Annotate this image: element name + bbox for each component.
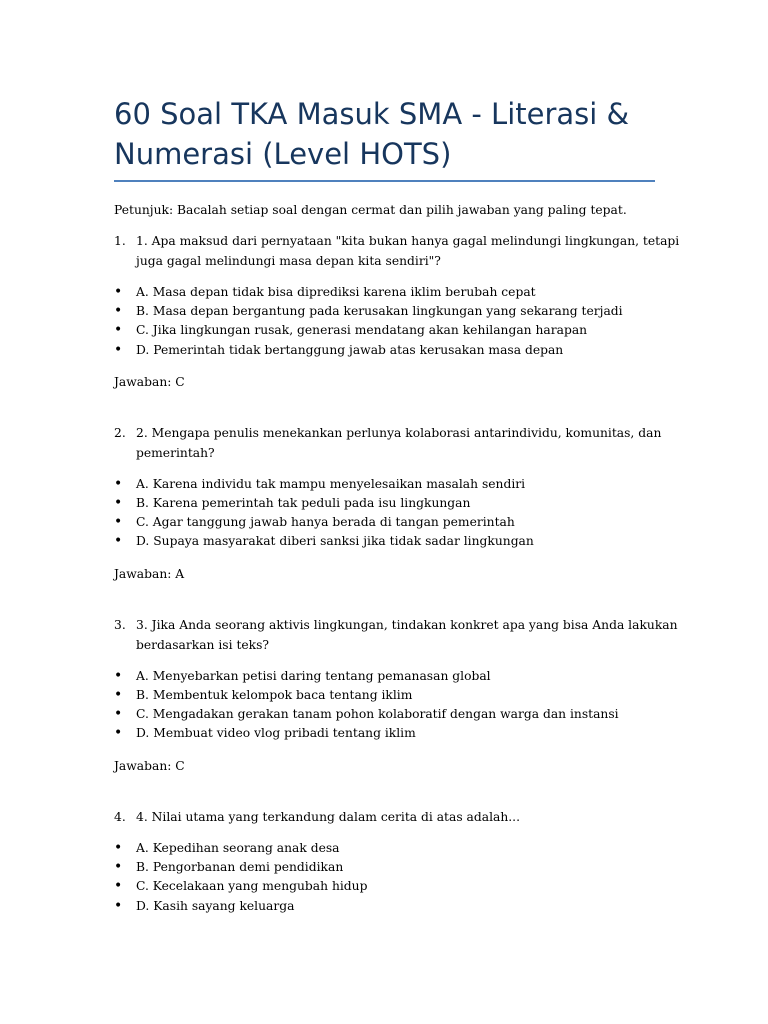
title-underline bbox=[114, 180, 655, 182]
answer-option-label: A. Karena individu tak mampu menyelesaikan masalah sendiri bbox=[136, 477, 526, 491]
answer-option-label: A. Masa depan tidak bisa diprediksi karena iklim berubah cepat bbox=[136, 285, 536, 299]
bullet-dot-icon: • bbox=[114, 706, 123, 722]
bullet-dot-icon: • bbox=[114, 284, 123, 300]
answer-option-label: D. Supaya masyarakat diberi sanksi jika tidak sadar lingkungan bbox=[136, 534, 534, 548]
answer-option-label: B. Pengorbanan demi pendidikan bbox=[136, 860, 344, 874]
bullet-dot-icon: • bbox=[114, 476, 123, 492]
bullet-dot-icon: • bbox=[114, 322, 123, 338]
bullet-dot-icon: • bbox=[114, 514, 123, 530]
question-text bbox=[136, 424, 661, 463]
question-text bbox=[136, 232, 679, 271]
bullet-dot-icon: • bbox=[114, 533, 123, 549]
title-line-1: 60 Soal TKA Masuk SMA - Literasi & bbox=[114, 97, 630, 131]
question-text-line: 3. Jika Anda seorang aktivis lingkungan, tindakan konkret apa yang bisa Anda lakukan bbox=[136, 618, 678, 632]
question-number: 3. bbox=[114, 618, 126, 632]
title-line-2: Numerasi (Level HOTS) bbox=[114, 137, 452, 171]
answer-option-label: A. Kepedihan seorang anak desa bbox=[136, 841, 340, 855]
bullet-dot-icon: • bbox=[114, 303, 123, 319]
bullet-dot-icon: • bbox=[114, 725, 123, 741]
question-number: 2. bbox=[114, 426, 126, 440]
question-number: 1. bbox=[114, 234, 126, 248]
answer-key: Jawaban: C bbox=[114, 759, 185, 773]
answer-option-label: D. Kasih sayang keluarga bbox=[136, 899, 295, 913]
question-number: 4. bbox=[114, 810, 126, 824]
bullet-dot-icon: • bbox=[114, 878, 123, 894]
question-text-line: juga gagal melindungi masa depan kita sendiri"? bbox=[136, 253, 441, 268]
answer-option-label: C. Jika lingkungan rusak, generasi mendatang akan kehilangan harapan bbox=[136, 323, 588, 337]
question-text bbox=[136, 616, 678, 655]
answer-key: Jawaban: A bbox=[114, 567, 185, 581]
question-text bbox=[136, 808, 520, 828]
bullet-dot-icon: • bbox=[114, 342, 123, 358]
bullet-dot-icon: • bbox=[114, 840, 123, 856]
answer-option-label: D. Membuat video vlog pribadi tentang iklim bbox=[136, 726, 416, 740]
answer-option-label: A. Menyebarkan petisi daring tentang pemanasan global bbox=[136, 669, 491, 683]
answer-option-label: D. Pemerintah tidak bertanggung jawab atas kerusakan masa depan bbox=[136, 343, 564, 357]
bullet-dot-icon: • bbox=[114, 668, 123, 684]
question-text-line: 4. Nilai utama yang terkandung dalam cerita di atas adalah... bbox=[136, 810, 520, 824]
question-text-line: 1. Apa maksud dari pernyataan "kita bukan hanya gagal melindungi lingkungan, tetapi bbox=[136, 234, 680, 248]
bullet-dot-icon: • bbox=[114, 859, 123, 875]
document-title bbox=[114, 94, 634, 174]
answer-option-label: C. Kecelakaan yang mengubah hidup bbox=[136, 879, 368, 893]
answer-option-label: B. Karena pemerintah tak peduli pada isu lingkungan bbox=[136, 496, 471, 510]
answer-key: Jawaban: C bbox=[114, 375, 185, 389]
bullet-dot-icon: • bbox=[114, 495, 123, 511]
answer-option-label: B. Masa depan bergantung pada kerusakan lingkungan yang sekarang terjadi bbox=[136, 304, 623, 318]
answer-option-label: B. Membentuk kelompok baca tentang iklim bbox=[136, 688, 413, 702]
question-text-line: pemerintah? bbox=[136, 445, 215, 460]
instruction-text: Petunjuk: Bacalah setiap soal dengan cermat dan pilih jawaban yang paling tepat. bbox=[114, 203, 627, 217]
question-text-line: berdasarkan isi teks? bbox=[136, 637, 270, 652]
question-text-line: 2. Mengapa penulis menekankan perlunya kolaborasi antarindividu, komunitas, dan bbox=[136, 426, 662, 440]
bullet-dot-icon: • bbox=[114, 687, 123, 703]
answer-option-label: C. Agar tanggung jawab hanya berada di tangan pemerintah bbox=[136, 515, 515, 529]
bullet-dot-icon: • bbox=[114, 898, 123, 914]
answer-option-label: C. Mengadakan gerakan tanam pohon kolaboratif dengan warga dan instansi bbox=[136, 707, 619, 721]
